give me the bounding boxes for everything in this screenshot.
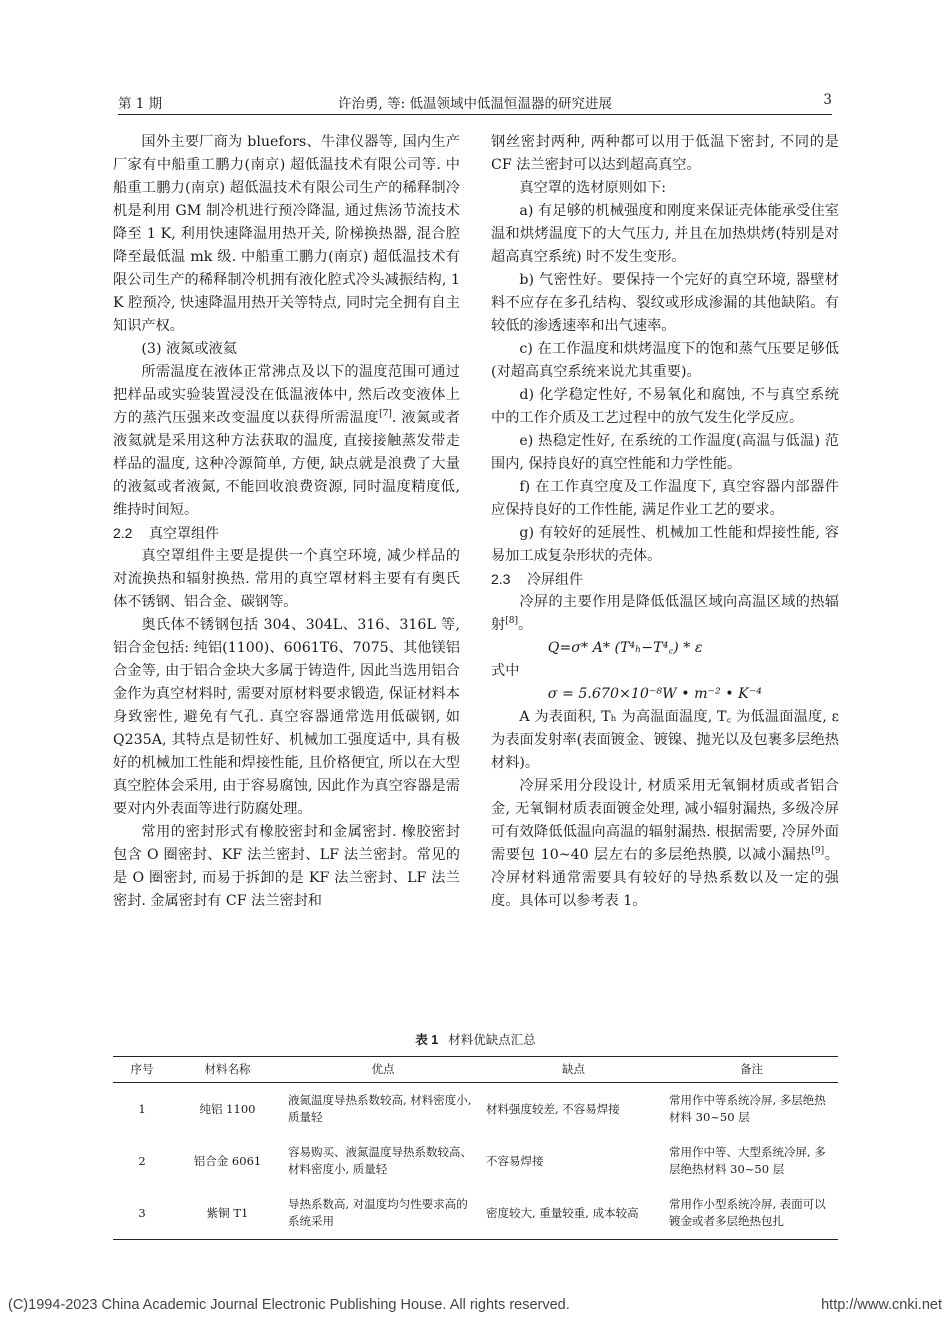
page-number: 3 <box>823 92 832 108</box>
source-url[interactable]: http://www.cnki.net <box>821 1297 942 1313</box>
list-item-g: g) 有较好的延展性、机械加工性能和焊接性能, 容易加工成复杂形状的壳体。 <box>491 525 839 564</box>
col-header: 优点 <box>284 1057 482 1083</box>
paragraph: 冷屏采用分段设计, 材质采用无氧铜材质或者铝合金, 无氧铜材质表面镀金处理, 减小辐射漏热, 多级冷屏可有效降低低温向高温的辐射漏热. 根据需要, 冷屏外面需要包 10~40 层左右的多层绝热膜, 以减小漏热[9]。冷屏材料通常需要具有较好的导热系数以及一定的强度。具体可以参考表 1。 <box>491 778 839 909</box>
table-row: 2 铝合金 6061 容易购买、液氮温度导热系数较高、材料密度小, 质量轻 不容易焊接 常用作中等、大型系统冷屏, 多层绝热材料 30~50 层 <box>138 1145 826 1176</box>
paragraph: 冷屏的主要作用是降低低温区域向高温区域的热辐射[8]。 <box>491 594 839 633</box>
section-heading-2-3: 2.3 冷屏组件 <box>491 571 583 587</box>
issue-number: 第 1 期 <box>118 96 163 112</box>
col-header: 备注 <box>665 1057 838 1083</box>
table-row: 1 纯铝 1100 液氮温度导热系数较高, 材料密度小, 质量轻 材料强度较差, 不容易焊接 常用作中等系统冷屏, 多层绝热材料 30~50 层 <box>138 1093 826 1124</box>
table-row: 3 紫铜 T1 导热系数高, 对温度均匀性要求高的系统采用 密度较大, 重量较重, 成本较高 常用作小型系统冷屏, 表面可以镀金或者多层绝热包扎 <box>113 1187 838 1240</box>
table-1 <box>113 1030 838 1240</box>
subsection-heading: (3) 液氮或液氦 <box>141 341 237 357</box>
copyright-text: (C)1994-2023 China Academic Journal Electronic Publishing House. All rights reserved. <box>8 1297 570 1313</box>
col-header: 缺点 <box>482 1057 665 1083</box>
citation-ref[interactable]: [9] <box>811 846 825 856</box>
col-header: 序号 <box>113 1057 171 1083</box>
running-title: 许治勇, 等: 低温领域中低温恒温器的研究进展 <box>338 96 612 112</box>
copyright-footer <box>8 1297 942 1313</box>
running-header <box>118 92 832 115</box>
paragraph: 奥氏体不锈钢包括 304、304L、316、316L 等, 铝合金包括: 纯铝(1100)、6061T6、7075、其他镁铝合金等, 由于铝合金块大多属于铸造件, 因此当选用铝合金作为真空材料时, 需要对原材料要求锻造, 保证材料本身致密性, 避免有气孔. 真空容器通常选用低碳钢, 如 Q235A, 其特点是韧性好、机械加工强度适中, 具有极好的机械加工性能和焊接性能, 且价格便宜, 所以在大型真空腔体会采用, 由于容易腐蚀, 因此作为真空容器是需要对内外表面等进行防腐处理。 <box>113 617 460 817</box>
list-item-d: d) 化学稳定性好, 不易氧化和腐蚀, 不与真空系统中的工作介质及工艺过程中的放气发生化学反应。 <box>491 387 839 426</box>
left-column <box>113 131 460 913</box>
section-heading-2-2: 2.2 真空罩组件 <box>113 525 219 541</box>
formula-sigma: σ = 5.670×10⁻⁸W • m⁻² • K⁻⁴ <box>547 686 762 702</box>
table-caption: 表 1 材料优缺点汇总 <box>415 1032 536 1047</box>
list-item-f: f) 在工作真空度及工作温度下, 真空容器内部器件应保持良好的工作性能, 满足作业工艺的要求。 <box>491 479 839 518</box>
list-item-c: c) 在工作温度和烘烤温度下的饱和蒸气压要足够低(对超高真空系统来说尤其重要)。 <box>491 341 839 380</box>
paragraph: 真空罩的选材原则如下: <box>519 180 667 196</box>
paragraph: 常用的密封形式有橡胶密封和金属密封. 橡胶密封包含 O 圈密封、KF 法兰密封、LF 法兰密封。常见的是 O 圈密封, 而易于拆卸的是 KF 法兰密封、LF 法兰密封. 金属密封有 CF 法兰密封和 <box>113 824 460 909</box>
paragraph: 真空罩组件主要是提供一个真空环境, 减少样品的对流换热和辐射换热. 常用的真空罩材料主要有有奥氏体不锈钢、铝合金、碳钢等。 <box>113 548 460 610</box>
paragraph: 所需温度在液体正常沸点及以下的温度范围可通过把样品或实验装置浸没在低温液体中, 然后改变液体上方的蒸汽压强来改变温度以获得所需温度[7]. 液氮或者液氦就是采用这种方法获取的温度, 直接接触蒸发带走样品的温度, 这种冷源简单, 方便, 缺点就是浪费了大量的液氦或者液氮, 不能回收浪费资源, 同时温度精度低, 维持时间短。 <box>113 364 460 518</box>
list-item-a: a) 有足够的机械强度和刚度来保证壳体能承受住室温和烘烤温度下的大气压力, 并且在加热烘烤(特别是对超高真空系统) 时不发生变形。 <box>491 203 839 265</box>
list-item-b: b) 气密性好。要保持一个完好的真空环境, 器壁材料不应存在多孔结构、裂纹或形成渗漏的其他缺陷。有较低的渗透速率和出气速率。 <box>491 272 839 334</box>
formula-label: 式中 <box>491 663 520 679</box>
col-header: 材料名称 <box>171 1057 284 1083</box>
materials-table <box>113 1056 838 1240</box>
citation-ref[interactable]: [8] <box>505 616 518 626</box>
formula-radiation: Q=σ* A* (T⁴ₕ−T⁴꜀) * ε <box>547 640 703 656</box>
paragraph: 钢丝密封两种, 两种都可以用于低温下密封, 不同的是 CF 法兰密封可以达到超高真空。 <box>491 134 839 173</box>
right-column <box>491 131 839 913</box>
citation-ref[interactable]: [7] <box>379 409 392 419</box>
list-item-e: e) 热稳定性好, 在系统的工作温度(高温与低温) 范围内, 保持良好的真空性能和力学性能。 <box>491 433 839 472</box>
paragraph: A 为表面积, Tₕ 为高温面温度, T꜀ 为低温面温度, ε 为表面发射率(表面镀金、镀镍、抛光以及包裹多层绝热材料)。 <box>491 709 839 771</box>
paragraph: 国外主要厂商为 bluefors、牛津仪器等, 国内生产厂家有中船重工鹏力(南京) 超低温技术有限公司等. 中船重工鹏力(南京) 超低温技术有限公司生产的稀释制冷机是利用 GM 制冷机进行预冷降温, 通过焦汤节流技术降至 1 K, 利用快速降温用热开关, 阶梯换热器, 混合腔降至最低温 mk 级. 中船重工鹏力(南京) 超低温技术有限公司生产的稀释制冷机拥有液化腔式冷头减振结构, 1 K 腔预冷, 快速降温用热开关等特点, 同时完全拥有自主知识产权。 <box>113 134 460 334</box>
